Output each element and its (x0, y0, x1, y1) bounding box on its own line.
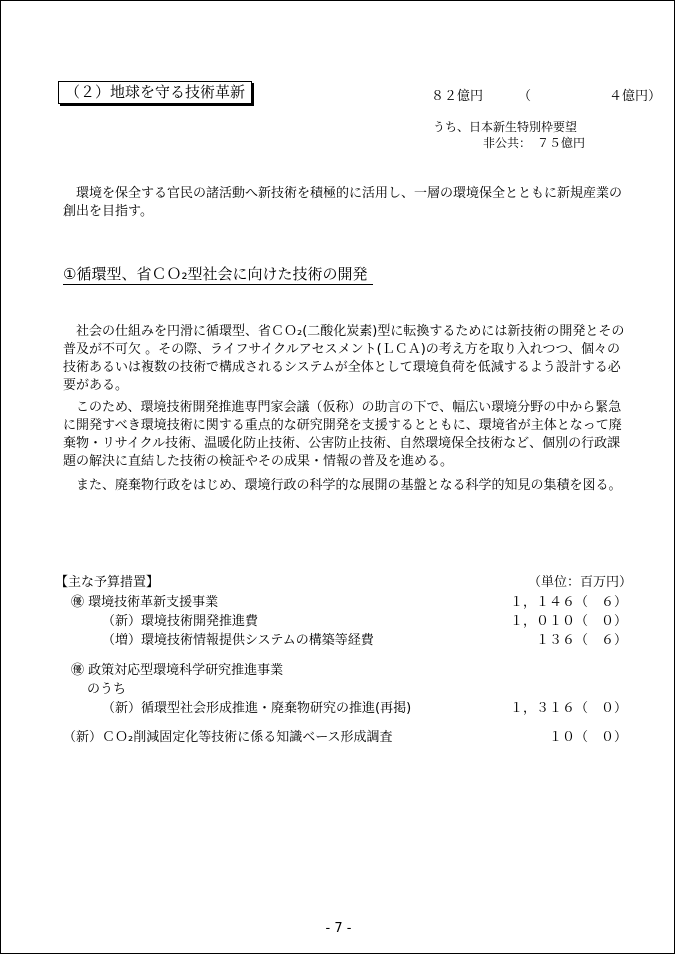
paragraph-2: このため、環境技術開発推進専門家会議（仮称）の助言の下で、幅広い環境分野の中から緊急に開発すべき環境技術に関する重点的な研究開発を支援するとともに、環境省が主体となって廃棄物・リサイクル技術、温暖化防止技術、公害防止技術、自然環境保全技術など、個別の行政課題の解決に直結した技術の検証やその成果・情報の普及を進める。 (63, 400, 622, 469)
budget-item-label: （新）循環型社会形成推進・廃棄物研究の推進(再掲) (102, 701, 412, 716)
budget-item-value: １，３１６（ ０） (509, 701, 627, 716)
subheading: ①循環型、省ＣＯ₂型社会に向けた技術の開発 (63, 263, 373, 285)
budget-item-value: １０（ ０） (548, 730, 627, 745)
section-amount-paren: （ (518, 89, 532, 104)
section-amount: ８２億円 (431, 89, 484, 104)
budget-item-label: のうち (87, 682, 127, 697)
budget-item-label: ㊝ 政策対応型環境科学研究推進事業 (71, 663, 284, 678)
paragraph-1: 社会の仕組みを円滑に循環型、省ＣＯ₂(二酸化炭素)型に転換するためには新技術の開発とその普及が不可欠 。その際、ライフサイクルアセスメント(ＬＣＡ)の考え方を取り入れつつ、個々の技術あるいは複数の技術で構成されるシステムが全体として環境負荷を低減するよう設計する必要がある。 (63, 324, 625, 393)
budget-unit: （単位：百万円） (528, 575, 633, 590)
budget-item-label: ㊝ 環境技術革新支援事業 (71, 595, 219, 610)
intro-paragraph: 環境を保全する官民の諸活動へ新技術を積極的に活用し、一層の環境保全とともに新規産業の創出を目指す。 (63, 186, 623, 219)
budget-item-value: １，０１０（ ０） (509, 614, 627, 629)
budget-item-value: １，１４６（ ６） (509, 595, 627, 610)
budget-header: 【主な予算措置】 (55, 575, 160, 590)
section-amount-sub: ４億円） (609, 89, 662, 104)
section-title: （２）地球を守る技術革新 (58, 81, 252, 104)
budget-item-label: （新）ＣＯ₂削減固定化等技術に係る知識ベース形成調査 (63, 730, 393, 745)
paragraph-3: また、廃棄物行政をはじめ、環境行政の科学的な展開の基盤となる科学的知見の集積を図る。 (76, 478, 622, 493)
non-public-amount: 非公共： ７５億円 (483, 136, 586, 150)
budget-item-label: （新）環境技術開発推進費 (102, 614, 259, 629)
budget-item-value: １３６（ ６） (535, 633, 627, 648)
special-frame-note: うち、日本新生特別枠要望 (433, 120, 578, 134)
budget-item-label: （増）環境技術情報提供システムの構築等経費 (102, 633, 374, 648)
page-number: - 7 - (325, 921, 352, 936)
